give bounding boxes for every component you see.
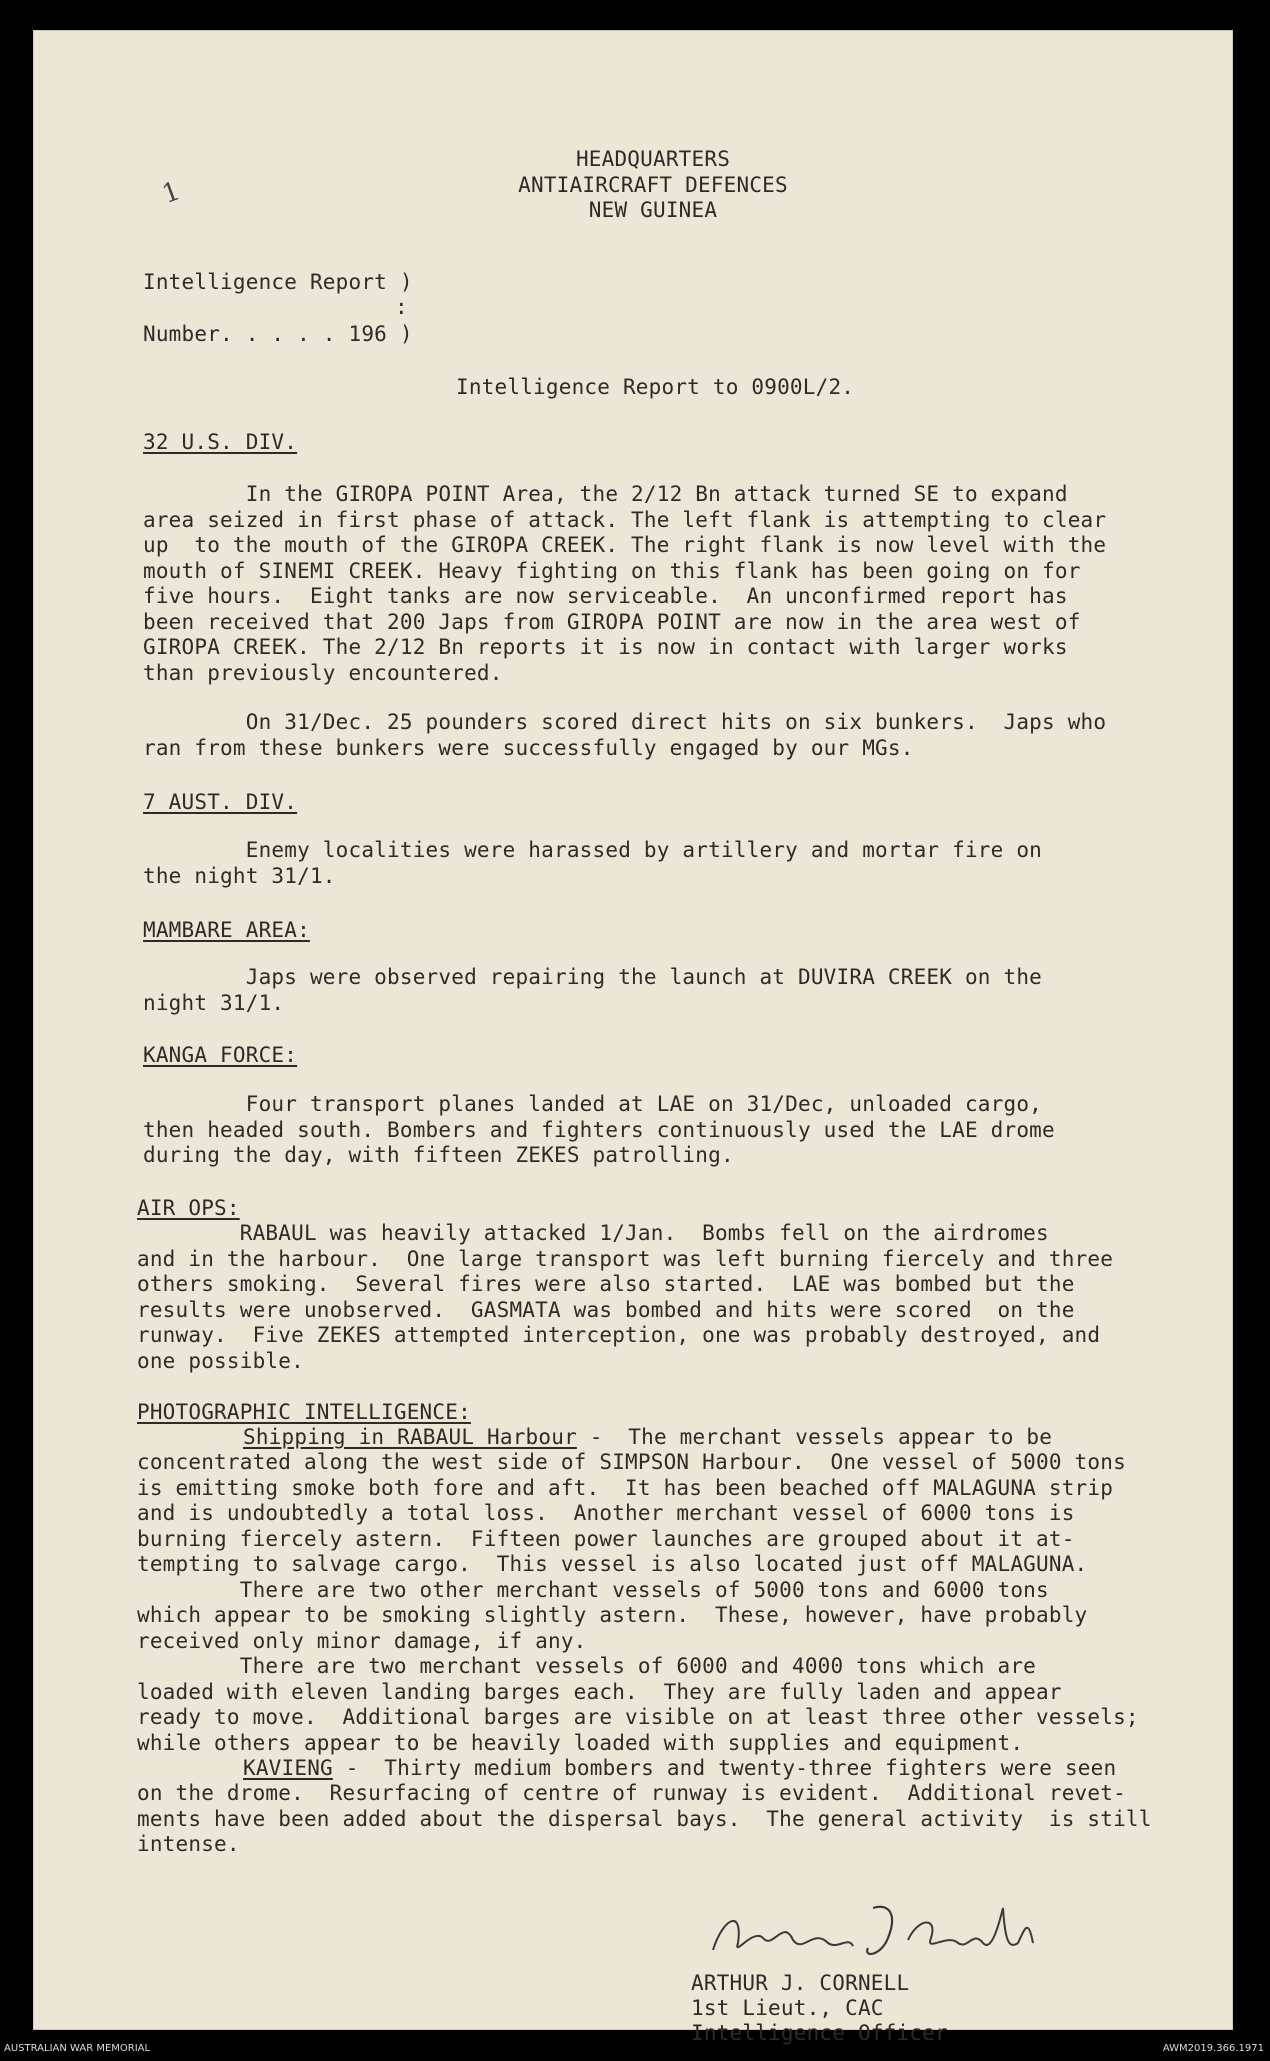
text-line: then headed south. Bombers and fighters continuously used the LAE drome xyxy=(143,1117,1055,1142)
text-line: night 31/1. xyxy=(143,990,285,1015)
text-line: ran from these bunkers were successfully engaged by our MGs. xyxy=(143,735,914,760)
text-line: which appear to be smoking slightly astern. These, however, have probably xyxy=(137,1603,1088,1627)
header-line-1: HEADQUARTERS xyxy=(575,147,731,171)
text-line: while others appear to be heavily loaded with supplies and equipment. xyxy=(137,1730,1024,1755)
text-line: during the day, with fifteen ZEKES patrolling. xyxy=(143,1143,734,1167)
text-line: is emitting smoke both fore and aft. It has been beached off MALAGUNA strip xyxy=(137,1475,1114,1500)
subheading-kavieng: KAVIENG xyxy=(243,1756,333,1780)
section-mambare-area-paragraph xyxy=(143,965,1042,1016)
footer-institution: AUSTRALIAN WAR MEMORIAL xyxy=(4,2043,151,2054)
text-line: results were unobserved. GASMATA was bombed and hits were scored on the xyxy=(137,1297,1075,1322)
section-kanga-force-paragraph xyxy=(143,1092,1055,1169)
section-air-ops-paragraph xyxy=(137,1221,1113,1374)
text-line: the night 31/1. xyxy=(143,863,336,888)
subheading-line-kavieng xyxy=(243,1756,1116,1782)
report-title: Intelligence Report to 0900L/2. xyxy=(456,375,855,399)
text-line: on the drome. Resurfacing of centre of runway is evident. Additional revet- xyxy=(137,1781,1126,1805)
signature-role: Intelligence Officer xyxy=(691,2021,948,2045)
section-32-us-div-paragraph-2 xyxy=(143,710,1106,761)
subheading-kavieng-rest: - Thirty medium bombers and twenty-three fighters were seen xyxy=(332,1756,1117,1780)
text-line: intense. xyxy=(137,1832,240,1856)
text-line: There are two merchant vessels of 6000 and 4000 tons which are xyxy=(137,1654,1037,1678)
text-line: Japs were observed repairing the launch at DUVIRA CREEK on the xyxy=(143,965,1043,989)
text-line: been received that 200 Japs from GIROPA POINT are now in the area west of xyxy=(143,609,1081,634)
report-label: Intelligence Report ) xyxy=(143,270,413,294)
section-7-aust-div-paragraph xyxy=(143,838,1042,889)
section-heading-mambare-area: MAMBARE AREA: xyxy=(143,918,310,942)
text-line: ments have been added about the dispersal bays. The general activity is still xyxy=(137,1806,1152,1831)
text-line: up to the mouth of the GIROPA CREEK. The right flank is now level with the xyxy=(143,533,1107,557)
text-line: and is undoubtedly a total loss. Another merchant vessel of 6000 tons is xyxy=(137,1501,1075,1525)
report-colon: : xyxy=(395,295,408,319)
section-heading-7-aust-div: 7 AUST. DIV. xyxy=(143,790,298,814)
text-line: area seized in first phase of attack. The left flank is attempting to clear xyxy=(143,507,1107,532)
section-photographic-paragraph-1 xyxy=(137,1450,1139,1756)
subheading-shipping-rabaul: Shipping in RABAUL Harbour xyxy=(243,1425,577,1449)
text-line: In the GIROPA POINT Area, the 2/12 Bn attack turned SE to expand xyxy=(143,482,1068,506)
header-line-3: NEW GUINEA xyxy=(588,198,718,222)
handwritten-signature xyxy=(703,1888,1073,1978)
section-heading-kanga-force: KANGA FORCE: xyxy=(143,1043,298,1067)
section-heading-air-ops: AIR OPS: xyxy=(137,1196,240,1220)
text-line: concentrated along the west side of SIMPSON Harbour. One vessel of 5000 tons xyxy=(137,1450,1126,1474)
text-line: one possible. xyxy=(137,1348,304,1373)
report-number: Number. . . . . 196 ) xyxy=(143,322,413,346)
text-line: five hours. Eight tanks are now serviceable. An unconfirmed report has xyxy=(143,584,1068,608)
text-line: burning fiercely astern. Fifteen power launches are grouped about it at- xyxy=(137,1526,1075,1551)
text-line: GIROPA CREEK. The 2/12 Bn reports it is now in contact with larger works xyxy=(143,635,1068,659)
subheading-shipping-rest: - The merchant vessels appear to be xyxy=(576,1425,1053,1449)
signature-name: ARTHUR J. CORNELL xyxy=(691,1971,910,1995)
text-line: loaded with eleven landing barges each. They are fully laden and appear xyxy=(137,1679,1062,1704)
text-line: mouth of SINEMI CREEK. Heavy fighting on this flank has been going on for xyxy=(143,558,1081,583)
section-photographic-paragraph-2 xyxy=(137,1781,1152,1858)
text-line: Four transport planes landed at LAE on 31/Dec, unloaded cargo, xyxy=(143,1092,1043,1116)
text-line: tempting to salvage cargo. This vessel is also located just off MALAGUNA. xyxy=(137,1552,1088,1576)
handwritten-page-mark: 1 xyxy=(158,176,185,210)
text-line: others smoking. Several fires were also started. LAE was bombed but the xyxy=(137,1272,1075,1296)
text-line: runway. Five ZEKES attempted interception, one was probably destroyed, and xyxy=(137,1323,1101,1347)
section-heading-32-us-div: 32 U.S. DIV. xyxy=(143,430,298,454)
text-line: ready to move. Additional barges are visible on at least three other vessels; xyxy=(137,1705,1139,1729)
text-line: received only minor damage, if any. xyxy=(137,1628,587,1653)
text-line: On 31/Dec. 25 pounders scored direct hits on six bunkers. Japs who xyxy=(143,710,1107,734)
text-line: than previously encountered. xyxy=(143,660,503,685)
text-line: RABAUL was heavily attacked 1/Jan. Bombs fell on the airdromes xyxy=(137,1221,1049,1245)
footer-accession-number: AWM2019.366.1971 xyxy=(1162,2043,1264,2054)
text-line: Enemy localities were harassed by artillery and mortar fire on xyxy=(143,838,1043,862)
text-line: and in the harbour. One large transport was left burning fiercely and three xyxy=(137,1246,1114,1271)
signature-rank: 1st Lieut., CAC xyxy=(691,1996,884,2020)
text-line: There are two other merchant vessels of 5000 tons and 6000 tons xyxy=(137,1577,1049,1602)
header-line-2: ANTIAIRCRAFT DEFENCES xyxy=(518,173,788,197)
section-heading-photographic-intelligence: PHOTOGRAPHIC INTELLIGENCE: xyxy=(137,1400,471,1424)
document-page xyxy=(33,30,1233,2045)
subheading-line-shipping xyxy=(243,1425,1052,1451)
section-32-us-div-paragraph-1 xyxy=(143,482,1106,686)
